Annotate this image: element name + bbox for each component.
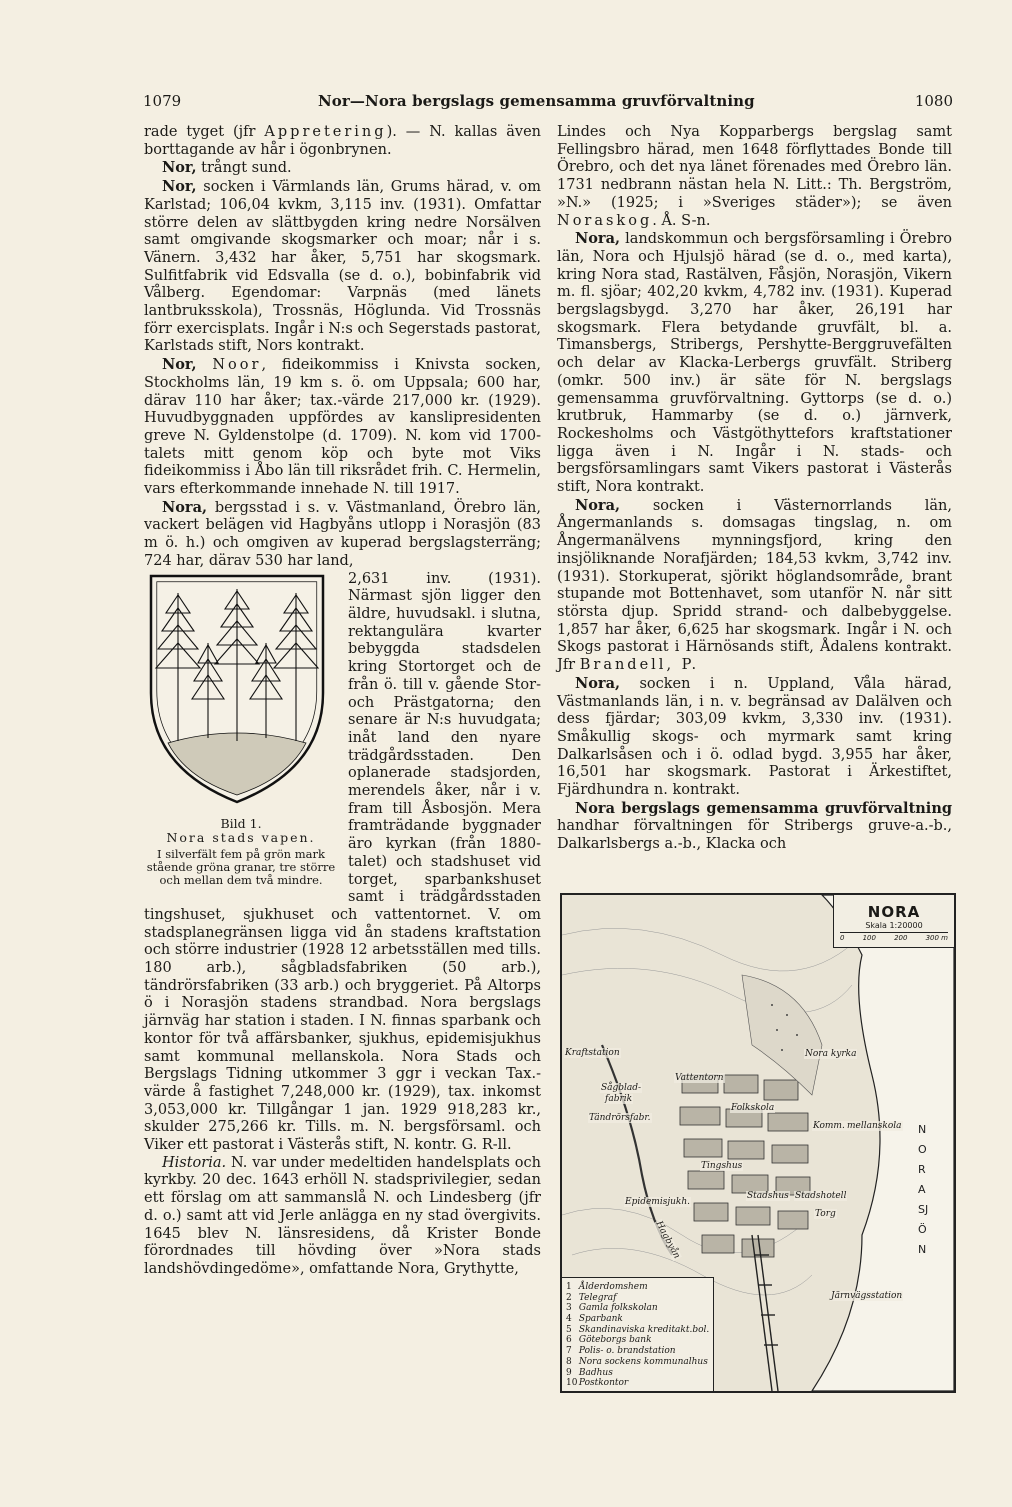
map-label-mellanskola: mellanskola [847, 1121, 902, 1131]
entry-nora-historia: Historia. N. var under medeltiden handelsplats och kyrkby. 20 dec. 1643 erhöll N. stadsprivilegier, sedan ett förslag om att sammanslå N. och Lindesberg (jfr d. o.) samt att vid Jerle anlägga en ny stad övergivits. 1645 blev N. länsresidens, då Krister Bonde förordnades till hövding över »Nora stads landshövdingedöme», omfattande Nora, Grythytte, [144, 1154, 541, 1277]
legend-item: 8 Nora sockens kommunalhus [566, 1356, 708, 1367]
map-scale-ticks: 0 100 200 300 m [840, 934, 948, 942]
legend-item: 4 Sparbank [566, 1314, 623, 1325]
map-scale: Skala 1:20000 [865, 921, 923, 930]
running-title: Nor—Nora bergslags gemensamma gruvförvaltning [318, 92, 755, 110]
legend-item: 7 Polis- o. brandstation [566, 1346, 676, 1357]
town-map [560, 893, 956, 1393]
map-label-stadshotell: Stadshotell [795, 1191, 847, 1201]
figure-title: Nora stads vapen. [166, 830, 316, 846]
map-label-jarnvagsstation: Järnvägsstation [831, 1291, 903, 1301]
map-label-folkskola: Folkskola [731, 1103, 775, 1113]
page-number-right: 1080 [914, 92, 953, 110]
entry-nora-bergsstad: Nora, bergsstad i s. v. Västmanland, Örebro län, vackert belägen vid Hagbyåns utlopp i Norasjön (83 m ö. h.) och omgiven av kuperad bergslagsterräng; 724 har, därav 530 har land, [144, 498, 541, 569]
map-title: NORA [867, 903, 921, 921]
figure-coat-of-arms [144, 573, 338, 903]
page-header [143, 92, 953, 114]
legend-item: 1 Ålderdomshem [566, 1281, 648, 1292]
map-label-torg: Torg [815, 1209, 836, 1219]
map-scale-box [833, 895, 954, 948]
legend-item: 2 Telegraf [566, 1292, 617, 1303]
map-label-stadshus: Stadshus [747, 1191, 789, 1201]
entry-nor-fideikommiss: Nor, Noor, fideikommiss i Knivsta socken, Stockholms län, 19 km s. ö. om Uppsala; 600 har, därav 110 har åker; tax.-värde 217,000 kr. (1929). Huvudbyggnaden uppfördes av kanslipresidenten greve N. Gyldenstolpe (d. 1709). N. kom vid 1700-talets mitt genom köp och byte mot Viks fideikommiss i Åbo län till riksrådet frih. C. Hermelin, vars efterkommande innehade N. till 1917. [144, 356, 541, 498]
map-label-komm: Komm. [813, 1121, 845, 1131]
entry-nor-socken: Nor, socken i Värmlands län, Grums härad, v. om Karlstad; 106,04 kvkm, 3,115 inv. (1931). Omfattar större delen av slättbygden kring nedre Norsälven samt omgivande skogsmarker och moar; når i s. Vänern. 3,432 har åker, 5,751 har skogsmark. Sulfitfabrik vid Edsvalla (se d. o.), bobinfabrik vid Vålberg. Egendomar: Varpnäs (med länets lantbruksskola), Trossnäs, Höglunda. Vid Trossnäs förr exercisplats. Ingår i N:s och Segerstads pastorat, Karlstads stift, Nors kontrakt. [144, 178, 541, 355]
map-lake-label: NORASJÖN [918, 1123, 929, 1256]
left-column [144, 124, 541, 1279]
legend-item: 9 Badhus [566, 1367, 613, 1378]
entry-historia-continued: Lindes och Nya Kopparbergs bergslag samt Fellingsbro härad, men 1648 förflyttades Bonde till Örebro, och det nya länet förenades med Örebro län. 1731 nedbrann nästan hela N. Litt.: Th. Bergström, »N.» (1925; i »Sveriges städer»); se även Noraskog. Å. S-n. [557, 124, 952, 229]
right-column [557, 124, 952, 854]
map-legend [562, 1277, 714, 1391]
map-label-vattentorn: Vattentorn [675, 1073, 724, 1083]
legend-item: 6 Göteborgs bank [566, 1335, 652, 1346]
figure-number: Bild 1. [220, 815, 262, 831]
figure-caption: I silverfält fem på grön mark stående gröna granar, tre större och mellan dem två mindre. [146, 846, 336, 887]
entry-nora-socken-uppland: Nora, socken i n. Uppland, Våla härad, Västmanlands län, i n. v. begränsad av Dalälven och dess fjärdar; 303,09 kvkm, 3,330 inv. (1931). Småkullig skogs- och myrmark samt kring Dalkarlsåsen och i ö. odlad bygd. 3,955 har åker, 16,501 har skogsmark. Pastorat i Ärkestiftet, Fjärdhundra n. kontrakt. [557, 674, 952, 799]
map-label-fabrik: fabrik [605, 1094, 633, 1104]
entry-nora-socken-vasternorrland: Nora, socken i Västernorrlands län, Ångermanlands s. domsagas tingslag, n. om Ångermanälvens mynningsfjord, kring den insjöliknande Norafjärden; 184,53 kvkm, 3,742 inv. (1931). Storkuperat, sjörikt höglandsområde, brant stupande mot Bottenhavet, som utanför N. når sitt största djup. Spridd strand- och dalbebyggelse. 1,857 har åker, 6,625 har skogsmark. Ingår i N. och Skogs pastorat i Härnösands stift, Ådalens kontrakt. Jfr Brandell, P. [557, 496, 952, 674]
page-number-left: 1079 [143, 92, 182, 110]
legend-item: 10 Postkontor [566, 1378, 629, 1389]
map-label-kraftstation: Kraftstation [565, 1048, 620, 1058]
map-label-tandror: Tändrörsfabr. [589, 1113, 651, 1123]
map-label-hagbyan: Hagbyån [653, 1219, 682, 1261]
legend-item: 5 Skandinaviska kreditakt.bol. [566, 1324, 710, 1335]
map-label-nora-kyrka: Nora kyrka [805, 1049, 857, 1059]
entry-nora-gruvforvaltning: Nora bergslags gemensamma gruvförvaltning handhar förvaltningen för Stribergs gruve-a.-b., Dalkarlsbergs a.-b., Klacka och [557, 799, 952, 853]
map-label-sagblad: Sågblad- [601, 1083, 642, 1093]
coat-of-arms-image [148, 573, 326, 805]
entry-nor-sund: Nor, trångt sund. [162, 159, 292, 177]
entry-nora-landskommun: Nora, landskommun och bergsförsamling i Örebro län, Nora och Hjulsjö härad (se d. o., med karta), kring Nora stad, Rastälven, Fåsjön, Norasjön, Vikern m. fl. sjöar; 402,20 kvkm, 4,782 inv. (1931). Kuperad bergslagsbygd. 3,270 har åker, 26,191 har skogsmark. Flera betydande gruvfält, bl. a. Timansbergs, Stribergs, Pershytte-Berggruvefälten och delar av Klacka-Lerbergs gruvfält. Striberg (omkr. 500 inv.) är säte för N. bergslags gemensamma gruvförvaltning. Gyttorps (se d. o.) krutbruk, Hammarby (se d. o.) järnverk, Rockesholms och Västgöthyttefors kraftstationer ligga även i N. Ingår i N. stads- och bergsförsamlingars samt Vikers pastorat i Västerås stift, Nora kontrakt. [557, 230, 952, 496]
legend-item: 3 Gamla folkskolan [566, 1303, 658, 1314]
entry-continued: rade tyget (jfr Appretering). — N. kallas även borttagande av hår i ögonbrynen. [144, 124, 541, 158]
map-label-tingshus: Tingshus [701, 1161, 743, 1171]
map-label-epidemisjukh: Epidemisjukh. [625, 1197, 691, 1207]
entry-nora-bergsstad-cont: 2,631 inv. (1931). Närmast sjön ligger den äldre, huvudsakl. i slutna, rektangulära kvarter bebyggda stadsdelen kring Stortorget och de från ö. till v. gående Stor- och Prästgatorna; den senare är N:s huvudgata; inåt land den nyare trädgårdsstaden. Den oplanerade stadsjorden, merendels åker, når i v. fram till Åsbosjön. Mera framträdande byggnader äro kyrkan (från 1880-talet) och stadshuset vid torget, sparbankshuset samt i trädgårdsstaden tingshuset, sjukhuset och vattentornet. V. om stadsplanegränsen ligga vid ån stadens kraftstation och större industrier (1928 12 arbetsställen med tills. 180 arb.), sågbladsfabriken (50 arb.), tändrörsfabriken (33 arb.) och bryggeriet. På Altorps ö i Norasjön stadens strandbad. Nora bergslags järnväg har station i staden. I N. finnas sparbank och kontor för två affärsbanker, sjukhus, epidemisjukhus samt kommunal mellanskola. Nora Stads och Bergslags Tidning utkommer 3 ggr i veckan Tax.-värde å fastighet 7,248,000 kr. (1929), tax. inkomst 3,053,000 kr. Tillgångar 1 jan. 1929 918,283 kr., skulder 275,266 kr. Tills. m. N. bergsförsaml. och Viker ett pastorat i Västerås stift, N. kontr. G. R-ll. [144, 570, 541, 1154]
